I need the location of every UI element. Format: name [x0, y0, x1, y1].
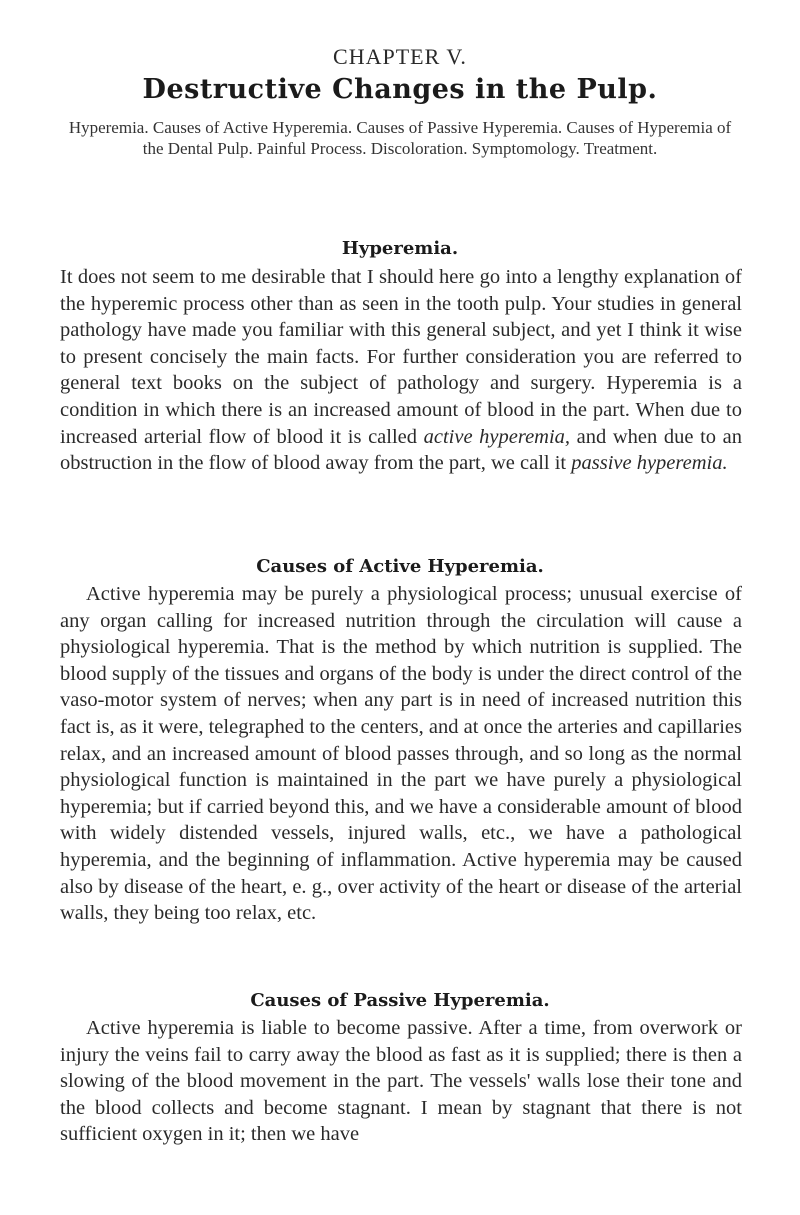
section-heading-passive: Causes of Passive Hyperemia. [250, 990, 550, 1011]
chapter-label: CHAPTER V. [333, 44, 467, 69]
chapter-synopsis: Hyperemia. Causes of Active Hyperemia. Causes of Passive Hyperemia. Causes of Hyperemia of the Dental Pulp. Painful Process. Discoloration. Symptomology. Treatment. [68, 118, 732, 158]
paragraph-passive: Active hyperemia is liable to become passive. After a time, from overwork or injury the veins fail to carry away the blood as fast as it is supplied; there is then a slowing of the blood movement in the part. The vessels' walls lose their tone and the blood collects and become stagnant. I mean by stagnant that there is not sufficient oxygen in it; then we have [60, 1017, 742, 1146]
paragraph-hyperemia [60, 264, 742, 477]
section-heading-active: Causes of Active Hyperemia. [256, 556, 544, 577]
chapter-title: Destructive Changes in the Pulp. [142, 74, 658, 105]
paragraph-hyperemia-text-2: and when due to an obstruction in the flow of blood away from the part, we call it [60, 425, 742, 475]
paragraph-hyperemia-text-1: It does not seem to me desirable that I should here go into a lengthy explanation of the hyperemic process other than as seen in the tooth pulp. Your studies in general pathology have made you familiar with this general subject, and yet I think it wise to present concisely the main facts. For further consideration you are referred to general text books on the subject of pathology and surgery. Hyperemia is a condition in which there is an increased amount of blood in the part. When due to increased arterial flow of blood it is called [60, 266, 742, 448]
term-active-hyperemia: active hyperemia, [423, 425, 571, 448]
term-passive-hyperemia: passive hyperemia. [571, 452, 728, 475]
section-heading-hyperemia: Hyperemia. [341, 238, 459, 259]
paragraph-active: Active hyperemia may be purely a physiological process; unusual exercise of any organ calling for increased nutrition through the circulation will cause a physiological hyperemia. That is the method by which nutrition is supplied. The blood supply of the tissues and organs of the body is under the direct control of the vaso-motor system of nerves; when any part is in need of increased nutrition this fact is, as it were, telegraphed to the centers, and at once the arteries and capillaries relax, and an increased amount of blood passes through, and so long as the normal physiological function is maintained in the part we have purely a physiological hyperemia; but if carried beyond this, and we have a considerable amount of blood with widely distended vessels, injured walls, etc., we have a pathological hyperemia, and the beginning of inflammation. Active hyperemia may be caused also by disease of the heart, e. g., over activity of the heart or disease of the arterial walls, they being too relax, etc. [60, 583, 742, 925]
